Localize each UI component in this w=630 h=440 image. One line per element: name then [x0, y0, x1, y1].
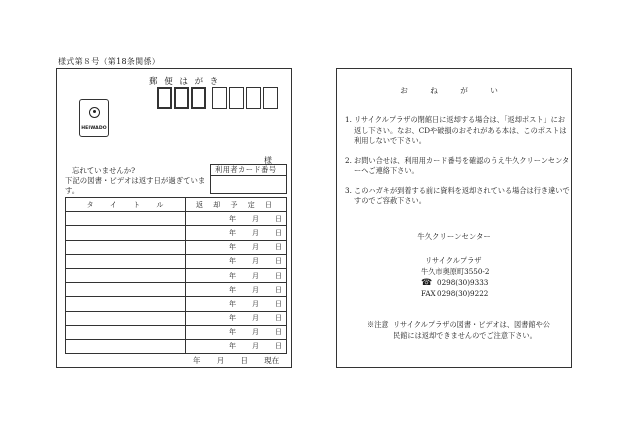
caution-head: ※注意 [367, 320, 389, 329]
month-unit: 月 [252, 342, 259, 351]
reminder-line-2: 下記の図書・ビデオは返す日が過ぎています。 [65, 176, 206, 195]
title-cell [66, 325, 186, 339]
table-row [66, 254, 287, 268]
table-row [66, 268, 287, 282]
user-card-number-box [210, 164, 287, 194]
year-unit: 年 [229, 271, 236, 280]
due-date-cell [186, 339, 287, 353]
reminder-line-1: 忘れていませんか? [72, 166, 136, 175]
title-cell [66, 212, 186, 226]
year-unit: 年 [229, 214, 236, 223]
title-column-header: タ イ ト ル [66, 198, 186, 212]
month-unit: 月 [252, 314, 259, 323]
day-unit: 日 [275, 328, 282, 337]
phone-number: 0298(30)9333 [437, 278, 489, 287]
title-cell [66, 268, 186, 282]
title-cell [66, 226, 186, 240]
as-of-year: 年 [193, 356, 201, 365]
caution-body: リサイクルプラザの図書・ビデオは、図書館や公民館には返却できませんのでご注意下さい。 [393, 320, 550, 340]
fax-line [421, 288, 489, 299]
due-date-cell [186, 283, 287, 297]
year-unit: 年 [229, 243, 236, 252]
day-unit: 日 [275, 299, 282, 308]
title-cell [66, 297, 186, 311]
title-cell [66, 283, 186, 297]
street-address: 牛久市奥原町3550-2 [421, 267, 490, 276]
phone-icon: ☎ [421, 278, 433, 288]
postal-code-box [157, 87, 172, 109]
due-date-column-header: 返 却 予 定 日 [186, 198, 287, 212]
notice-item-text: お問い合せは、利用用カード番号を確認のうえ牛久クリーンセンターへご連絡下さい。 [354, 155, 570, 175]
postal-code-box [229, 87, 244, 109]
title-cell [66, 339, 186, 353]
year-unit: 年 [229, 314, 236, 323]
month-unit: 月 [252, 285, 259, 294]
postal-code-box [174, 87, 189, 109]
due-date-cell [186, 325, 287, 339]
table-row [66, 283, 287, 297]
as-of-date [193, 355, 279, 366]
title-cell [66, 240, 186, 254]
due-date-cell [186, 254, 287, 268]
year-unit: 年 [229, 342, 236, 351]
as-of-day: 日 [240, 356, 248, 365]
notice-item-number: 3. [345, 185, 352, 195]
postage-mark [79, 99, 109, 137]
notice-list [345, 115, 571, 216]
form-number: 様式第８号（第18条関係） [58, 57, 161, 66]
notice-item-number: 1. [345, 115, 352, 124]
center-name: 牛久クリーンセンター [417, 232, 491, 241]
table-row [66, 311, 287, 325]
title-cell [66, 254, 186, 268]
user-card-number-label: 利用者カード番号 [211, 165, 286, 176]
contact-address [421, 255, 489, 299]
caution-note [367, 319, 557, 341]
logo-text: HEIWADO [81, 126, 107, 131]
month-unit: 月 [252, 271, 259, 280]
postcard-front [56, 68, 292, 368]
notice-item [345, 186, 571, 207]
month-unit: 月 [252, 228, 259, 237]
notice-item-text: このハガキが到着する前に資料を返却されている場合は行き違いですのでご容赦下さい。 [354, 185, 570, 205]
postal-code-box [212, 87, 227, 109]
day-unit: 日 [275, 214, 282, 223]
recipient-suffix: 様 [264, 156, 272, 165]
postal-code-boxes [157, 87, 280, 109]
fax-label: FAX [421, 289, 436, 298]
day-unit: 日 [275, 228, 282, 237]
as-of-label: 現在 [264, 356, 280, 365]
notice-title: お ね が い [400, 86, 508, 95]
table-row [66, 339, 287, 353]
logo-icon [89, 107, 100, 118]
due-date-cell [186, 212, 287, 226]
day-unit: 日 [275, 314, 282, 323]
year-unit: 年 [229, 328, 236, 337]
month-unit: 月 [252, 243, 259, 252]
day-unit: 日 [275, 342, 282, 351]
table-row [66, 325, 287, 339]
due-date-cell [186, 311, 287, 325]
postcard-back [336, 68, 572, 368]
notice-item-text: リサイクルプラザの閉館日に返却する場合は、「返却ポスト」にお返し下さい。なお、CDや破損のおそれがある本は、このポストは利用しないで下さい。 [354, 115, 567, 145]
notice-item-number: 2. [345, 155, 352, 165]
postal-code-box [263, 87, 278, 109]
table-row [66, 212, 287, 226]
year-unit: 年 [229, 257, 236, 266]
year-unit: 年 [229, 285, 236, 294]
fax-number: 0298(30)9222 [437, 289, 489, 298]
notice-item [345, 115, 571, 147]
postcard-title: 郵 便 は が き [149, 77, 221, 87]
month-unit: 月 [252, 299, 259, 308]
day-unit: 日 [275, 243, 282, 252]
postal-code-box [246, 87, 261, 109]
table-row [66, 240, 287, 254]
table-row [66, 297, 287, 311]
year-unit: 年 [229, 299, 236, 308]
due-date-cell [186, 268, 287, 282]
month-unit: 月 [252, 257, 259, 266]
as-of-month: 月 [216, 356, 225, 365]
day-unit: 日 [275, 271, 282, 280]
table-row [66, 226, 287, 240]
due-date-cell [186, 240, 287, 254]
day-unit: 日 [275, 285, 282, 294]
postal-code-box [191, 87, 206, 109]
month-unit: 月 [252, 214, 259, 223]
due-date-cell [186, 297, 287, 311]
title-cell [66, 311, 186, 325]
month-unit: 月 [252, 328, 259, 337]
overdue-items-table [65, 197, 287, 354]
plaza-name: リサイクルプラザ [425, 256, 482, 265]
phone-line [421, 277, 489, 288]
year-unit: 年 [229, 228, 236, 237]
notice-item [345, 156, 571, 177]
due-date-cell [186, 226, 287, 240]
reminder-message [65, 166, 213, 196]
day-unit: 日 [275, 257, 282, 266]
